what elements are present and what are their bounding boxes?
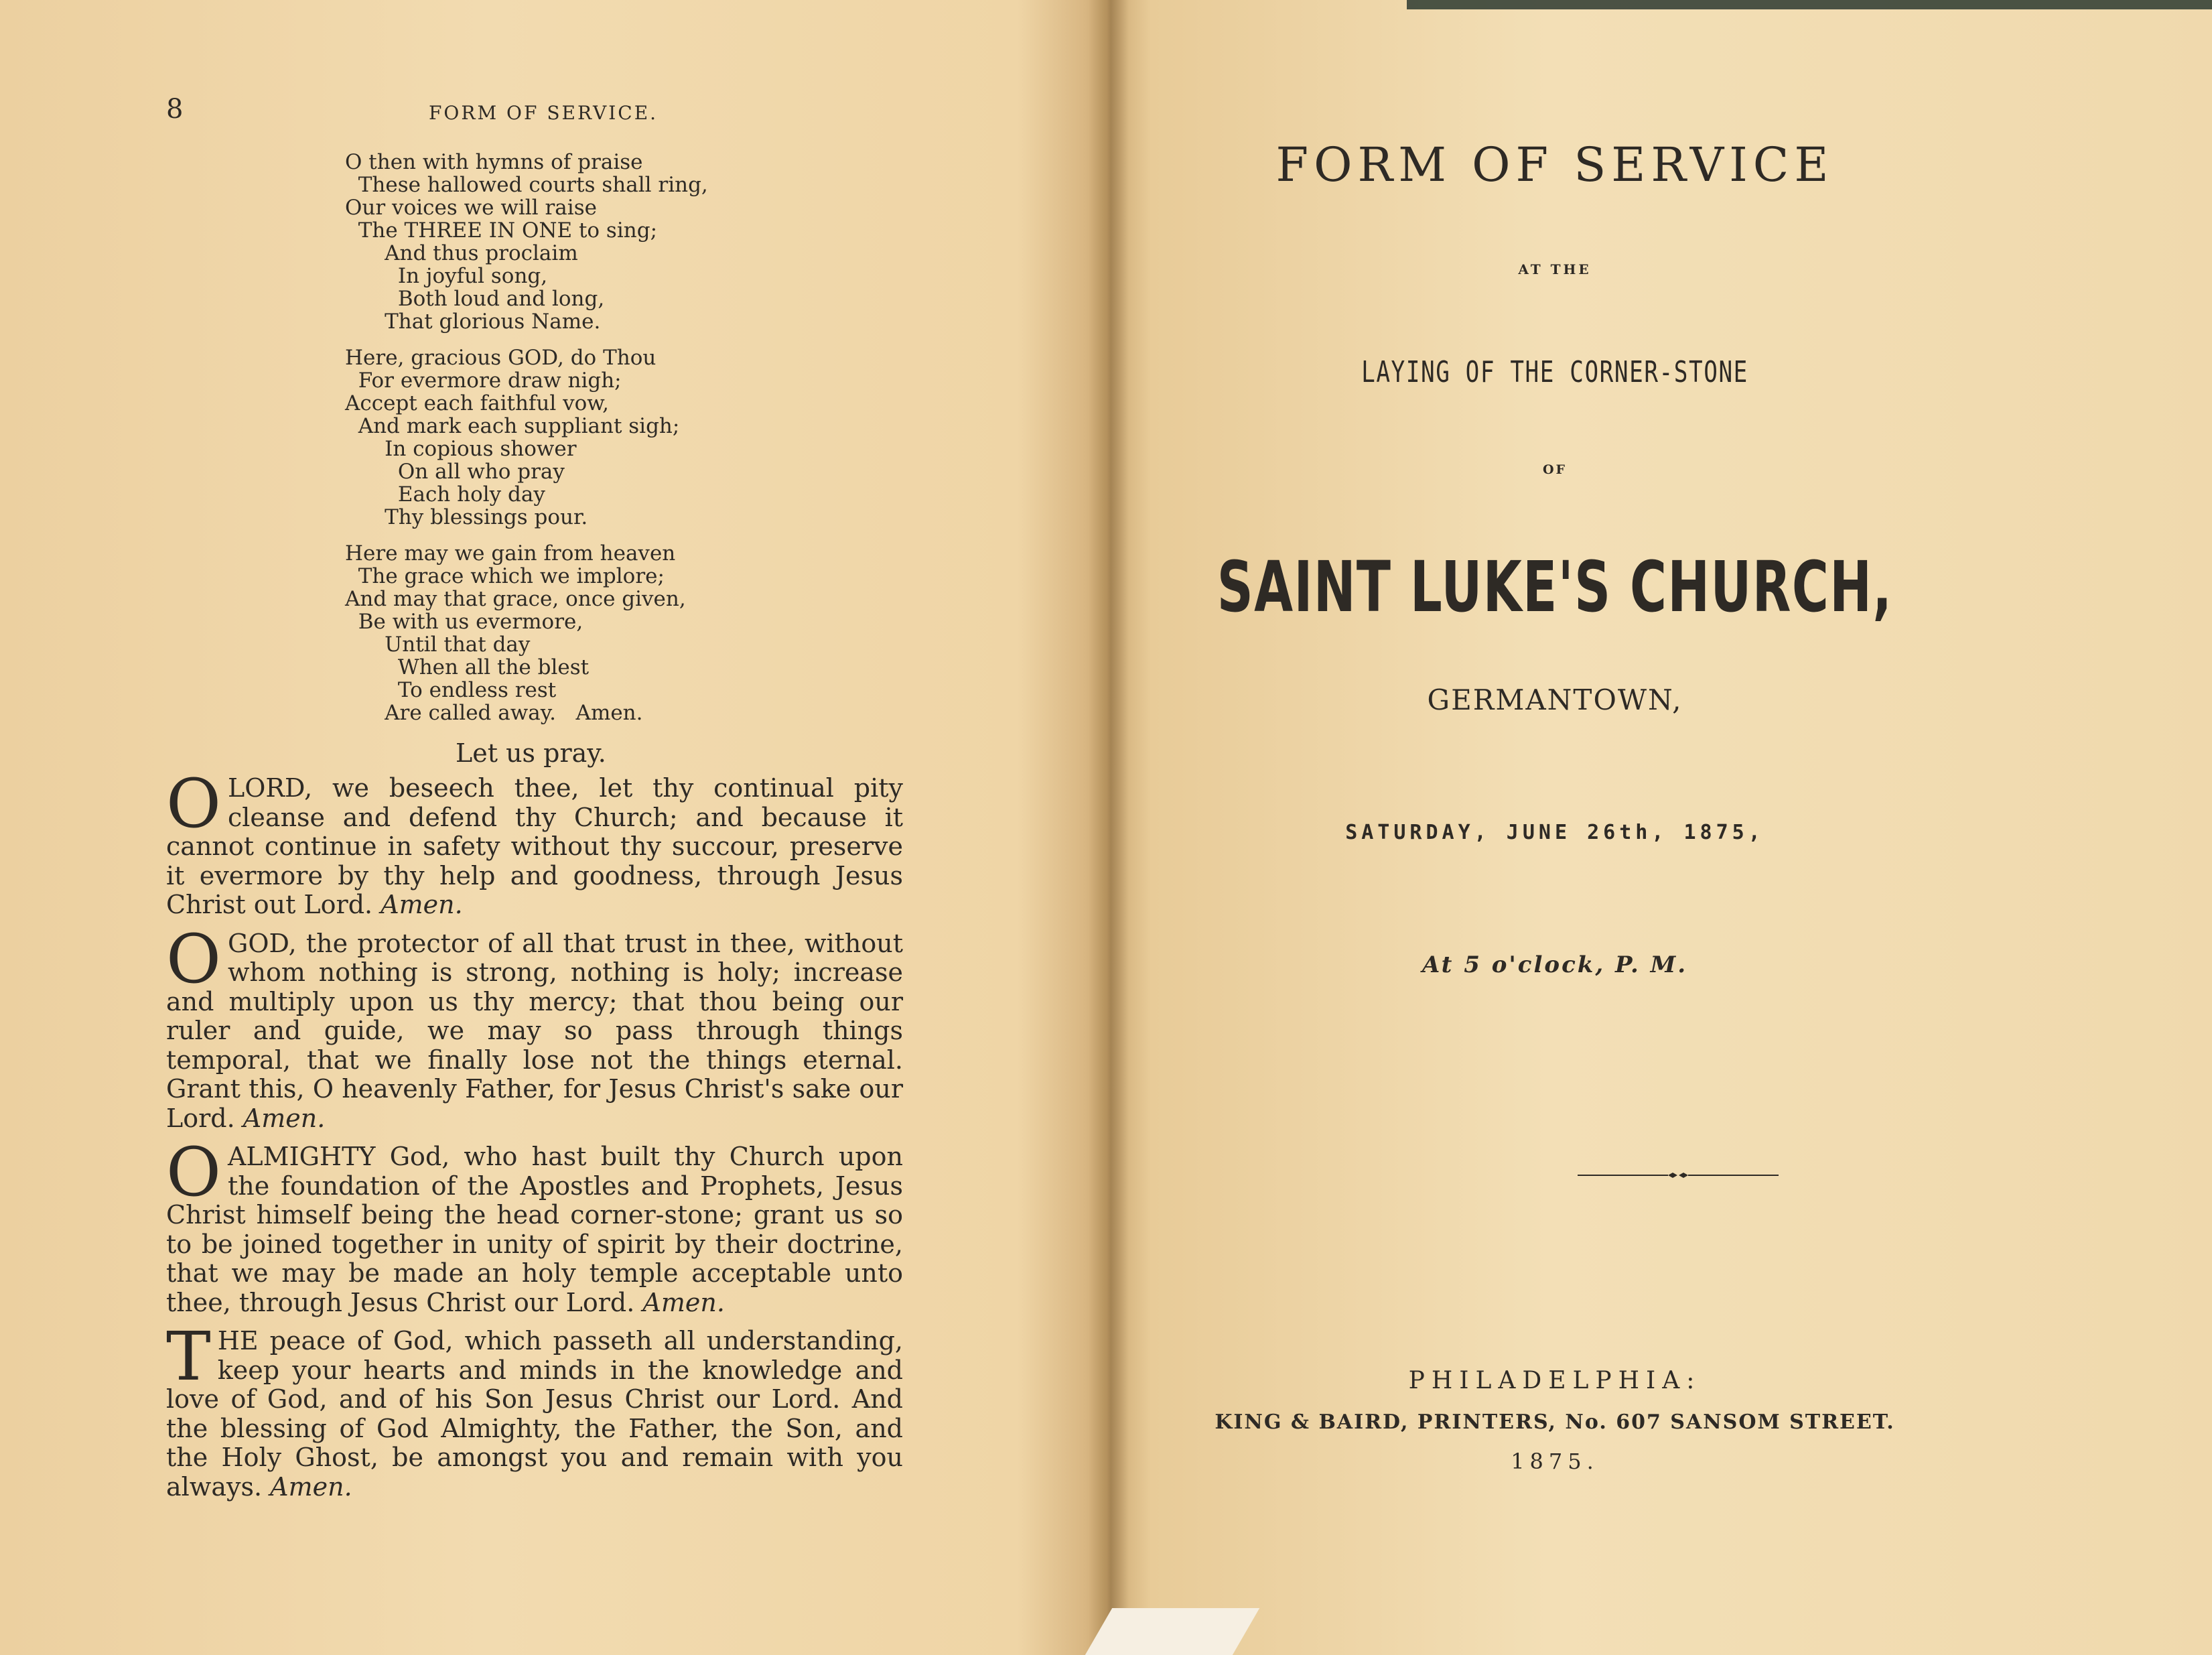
of-line: OF — [1542, 462, 1568, 477]
drop-cap: T — [166, 1317, 211, 1396]
prayer — [166, 919, 903, 1134]
page-number: 8 — [166, 94, 184, 125]
prayer-text: LORD, we beseech thee, let thy continual pity cleanse and defend thy Church; and because it cannot continue in safety without thy succour, preserve it evermore by thy help and goodness, through Jesus Christ out Lord. — [166, 773, 903, 919]
hymn-line: Thy blessings pour. — [345, 505, 588, 529]
prayer-text: GOD, the protector of all that trust in thee, without whom nothing is strong, nothing is holy; increase and multiply upon us thy mercy; that thou being our ruler and guide, we may so pass through things temporal, that we finally lose not the things eternal. Grant this, O heavenly Father, for Jesus Christ's sake our Lord. — [166, 928, 903, 1133]
title: FORM OF SERVICE — [1275, 137, 1834, 192]
hymn-line: To endless rest — [345, 678, 557, 702]
hymn-line: Accept each faithful vow, — [345, 391, 610, 415]
drop-cap: O — [166, 1133, 221, 1211]
hymn-line: Both loud and long, — [345, 287, 605, 311]
hymn-stanza — [345, 346, 708, 529]
hymn-line: That glorious Name. — [345, 310, 601, 334]
right-page-title — [1112, 0, 2212, 1655]
prayer — [166, 1317, 903, 1502]
hymn-line: For evermore draw nigh; — [345, 369, 622, 393]
year: 1875. — [1511, 1449, 1599, 1474]
printers: KING & BAIRD, PRINTERS, No. 607 SANSOM STREET. — [1215, 1410, 1895, 1434]
hymn-line: And mark each suppliant sigh; — [345, 414, 680, 438]
hymn-line: And thus proclaim — [345, 241, 578, 265]
laying-line: LAYING OF THE CORNER-STONE — [1361, 355, 1748, 389]
church-name: SAINT LUKE'S CHURCH, — [1217, 546, 1893, 628]
running-title: FORM OF SERVICE. — [429, 102, 659, 124]
left-page — [0, 0, 1105, 1655]
hymn-line: Here may we gain from heaven — [345, 541, 676, 566]
hymn-line: These hallowed courts shall ring, — [345, 173, 708, 197]
hymn — [345, 151, 708, 738]
place: GERMANTOWN, — [1427, 683, 1683, 716]
hymn-line: Be with us evermore, — [345, 610, 583, 634]
prayer-text: HE peace of God, which passeth all understanding, keep your hearts and minds in the knowledge and love of God, and of his Son Jesus Christ our Lord. And the blessing of God Almighty, the Father, the Son, and the Holy Ghost, be amongst you and remain with you always. — [166, 1326, 903, 1502]
hymn-stanza — [345, 151, 708, 333]
prayers — [166, 765, 903, 1511]
prayer — [166, 1133, 903, 1317]
hymn-line: In joyful song, — [345, 264, 548, 288]
drop-cap: O — [166, 765, 221, 843]
hymn-line: Our voices we will raise — [345, 196, 597, 220]
prayer — [166, 765, 903, 920]
ornament-rule — [1578, 1171, 1779, 1179]
drop-cap: O — [166, 919, 221, 998]
hymn-line: And may that grace, once given, — [345, 587, 686, 611]
hymn-line: Until that day — [345, 633, 531, 657]
amen: Amen. — [270, 1471, 352, 1502]
hymn-line: Each holy day — [345, 482, 545, 507]
let-us-pray: Let us pray. — [456, 738, 606, 768]
time: At 5 o'clock, P. M. — [1422, 951, 1688, 978]
date: SATURDAY, JUNE 26th, 1875, — [1345, 821, 1765, 844]
amen: Amen. — [243, 1103, 326, 1133]
hymn-line: The THREE IN ONE to sing; — [345, 218, 658, 243]
hymn-line: Here, gracious GOD, do Thou — [345, 346, 656, 370]
at-the: AT THE — [1518, 261, 1592, 277]
hymn-line: Are called away. Amen. — [345, 701, 643, 725]
hymn-line: In copious shower — [345, 437, 577, 461]
amen: Amen. — [642, 1287, 725, 1317]
hymn-stanza — [345, 542, 708, 724]
hymn-line: On all who pray — [345, 460, 565, 484]
hymn-line: The grace which we implore; — [345, 564, 665, 588]
prayer-text: ALMIGHTY God, who hast built thy Church upon the foundation of the Apostles and Prophets, Jesus Christ himself being the head corner-stone; grant us so to be joined together in unity of spirit by their doctrine, that we may be made an holy temple acceptable unto thee, through Jesus Christ our Lord. — [166, 1142, 903, 1317]
hymn-line: O then with hymns of praise — [345, 150, 643, 174]
amen: Amen. — [381, 890, 463, 919]
city: PHILADELPHIA: — [1408, 1367, 1702, 1394]
hymn-line: When all the blest — [345, 655, 590, 679]
